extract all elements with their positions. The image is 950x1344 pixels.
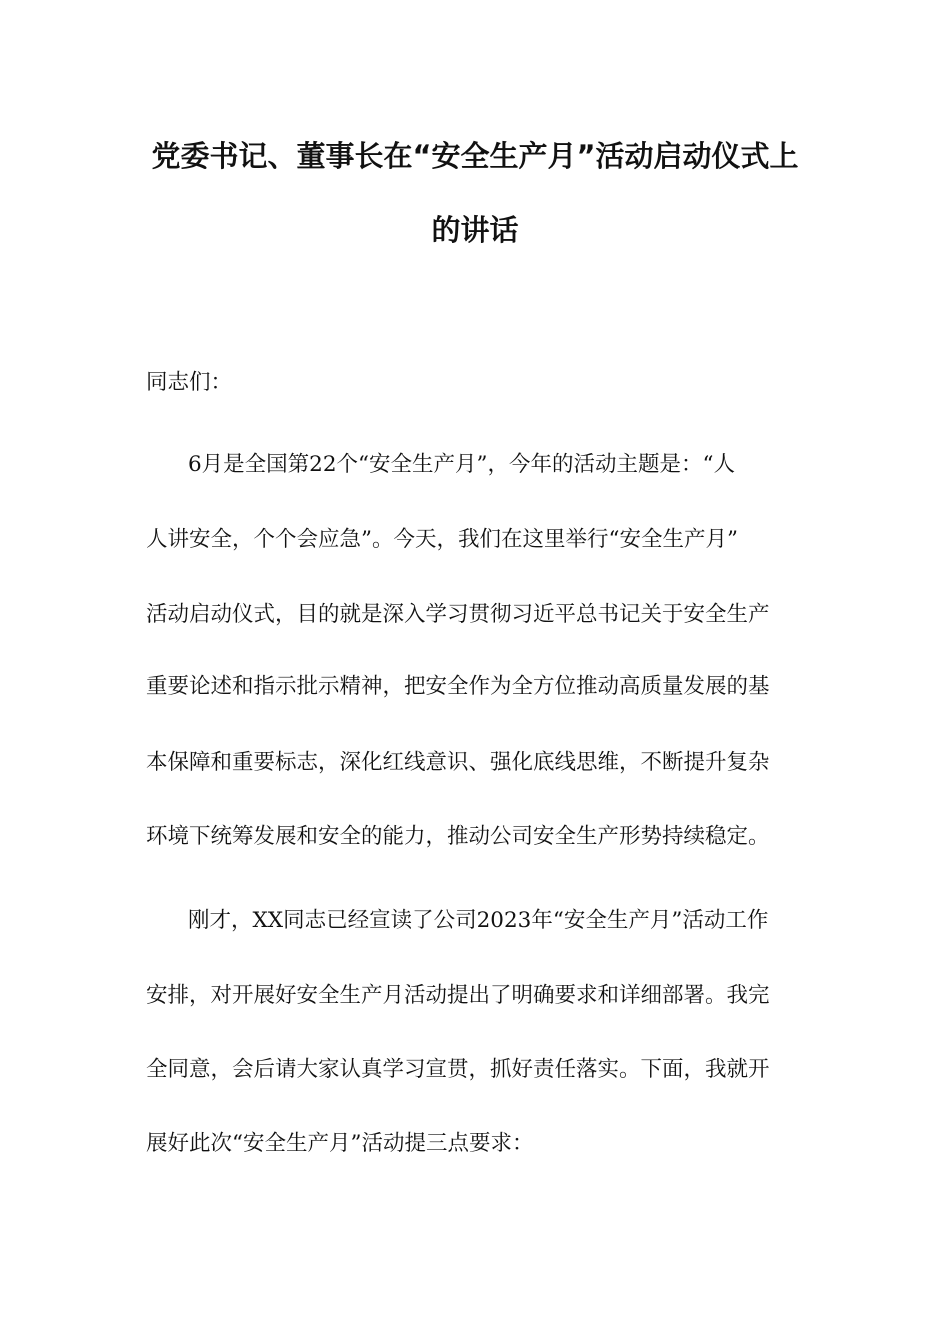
salutation: 同志们： xyxy=(146,370,233,395)
paragraph-1-line-6: 环境下统筹发展和安全的能力，推动公司安全生产形势持续稳定。 xyxy=(146,824,770,849)
paragraph-1-line-5: 本保障和重要标志，深化红线意识、强化底线思维，不断提升复杂 xyxy=(146,750,770,775)
paragraph-2-line-1: 刚才，XX同志已经宣读了公司2023年“安全生产月”活动工作 xyxy=(188,908,769,933)
paragraph-2-line-4: 展好此次“安全生产月”活动提三点要求： xyxy=(146,1131,534,1156)
paragraph-2-line-2: 安排，对开展好安全生产月活动提出了明确要求和详细部署。我完 xyxy=(146,983,770,1008)
document-title-line-1: 党委书记、董事长在“安全生产月”活动启动仪式上 xyxy=(151,139,799,173)
paragraph-1-line-4: 重要论述和指示批示精神，把安全作为全方位推动高质量发展的基 xyxy=(146,674,770,699)
paragraph-1-line-2: 人讲安全，个个会应急”。今天，我们在这里举行“安全生产月” xyxy=(146,527,738,552)
paragraph-1-line-3: 活动启动仪式，目的就是深入学习贯彻习近平总书记关于安全生产 xyxy=(146,602,770,627)
paragraph-2-line-3: 全同意，会后请大家认真学习宣贯，抓好责任落实。下面，我就开 xyxy=(146,1057,770,1082)
document-title-line-2: 的讲话 xyxy=(431,213,519,247)
paragraph-1-line-1: 6月是全国第22个“安全生产月”，今年的活动主题是：“人 xyxy=(188,452,736,477)
